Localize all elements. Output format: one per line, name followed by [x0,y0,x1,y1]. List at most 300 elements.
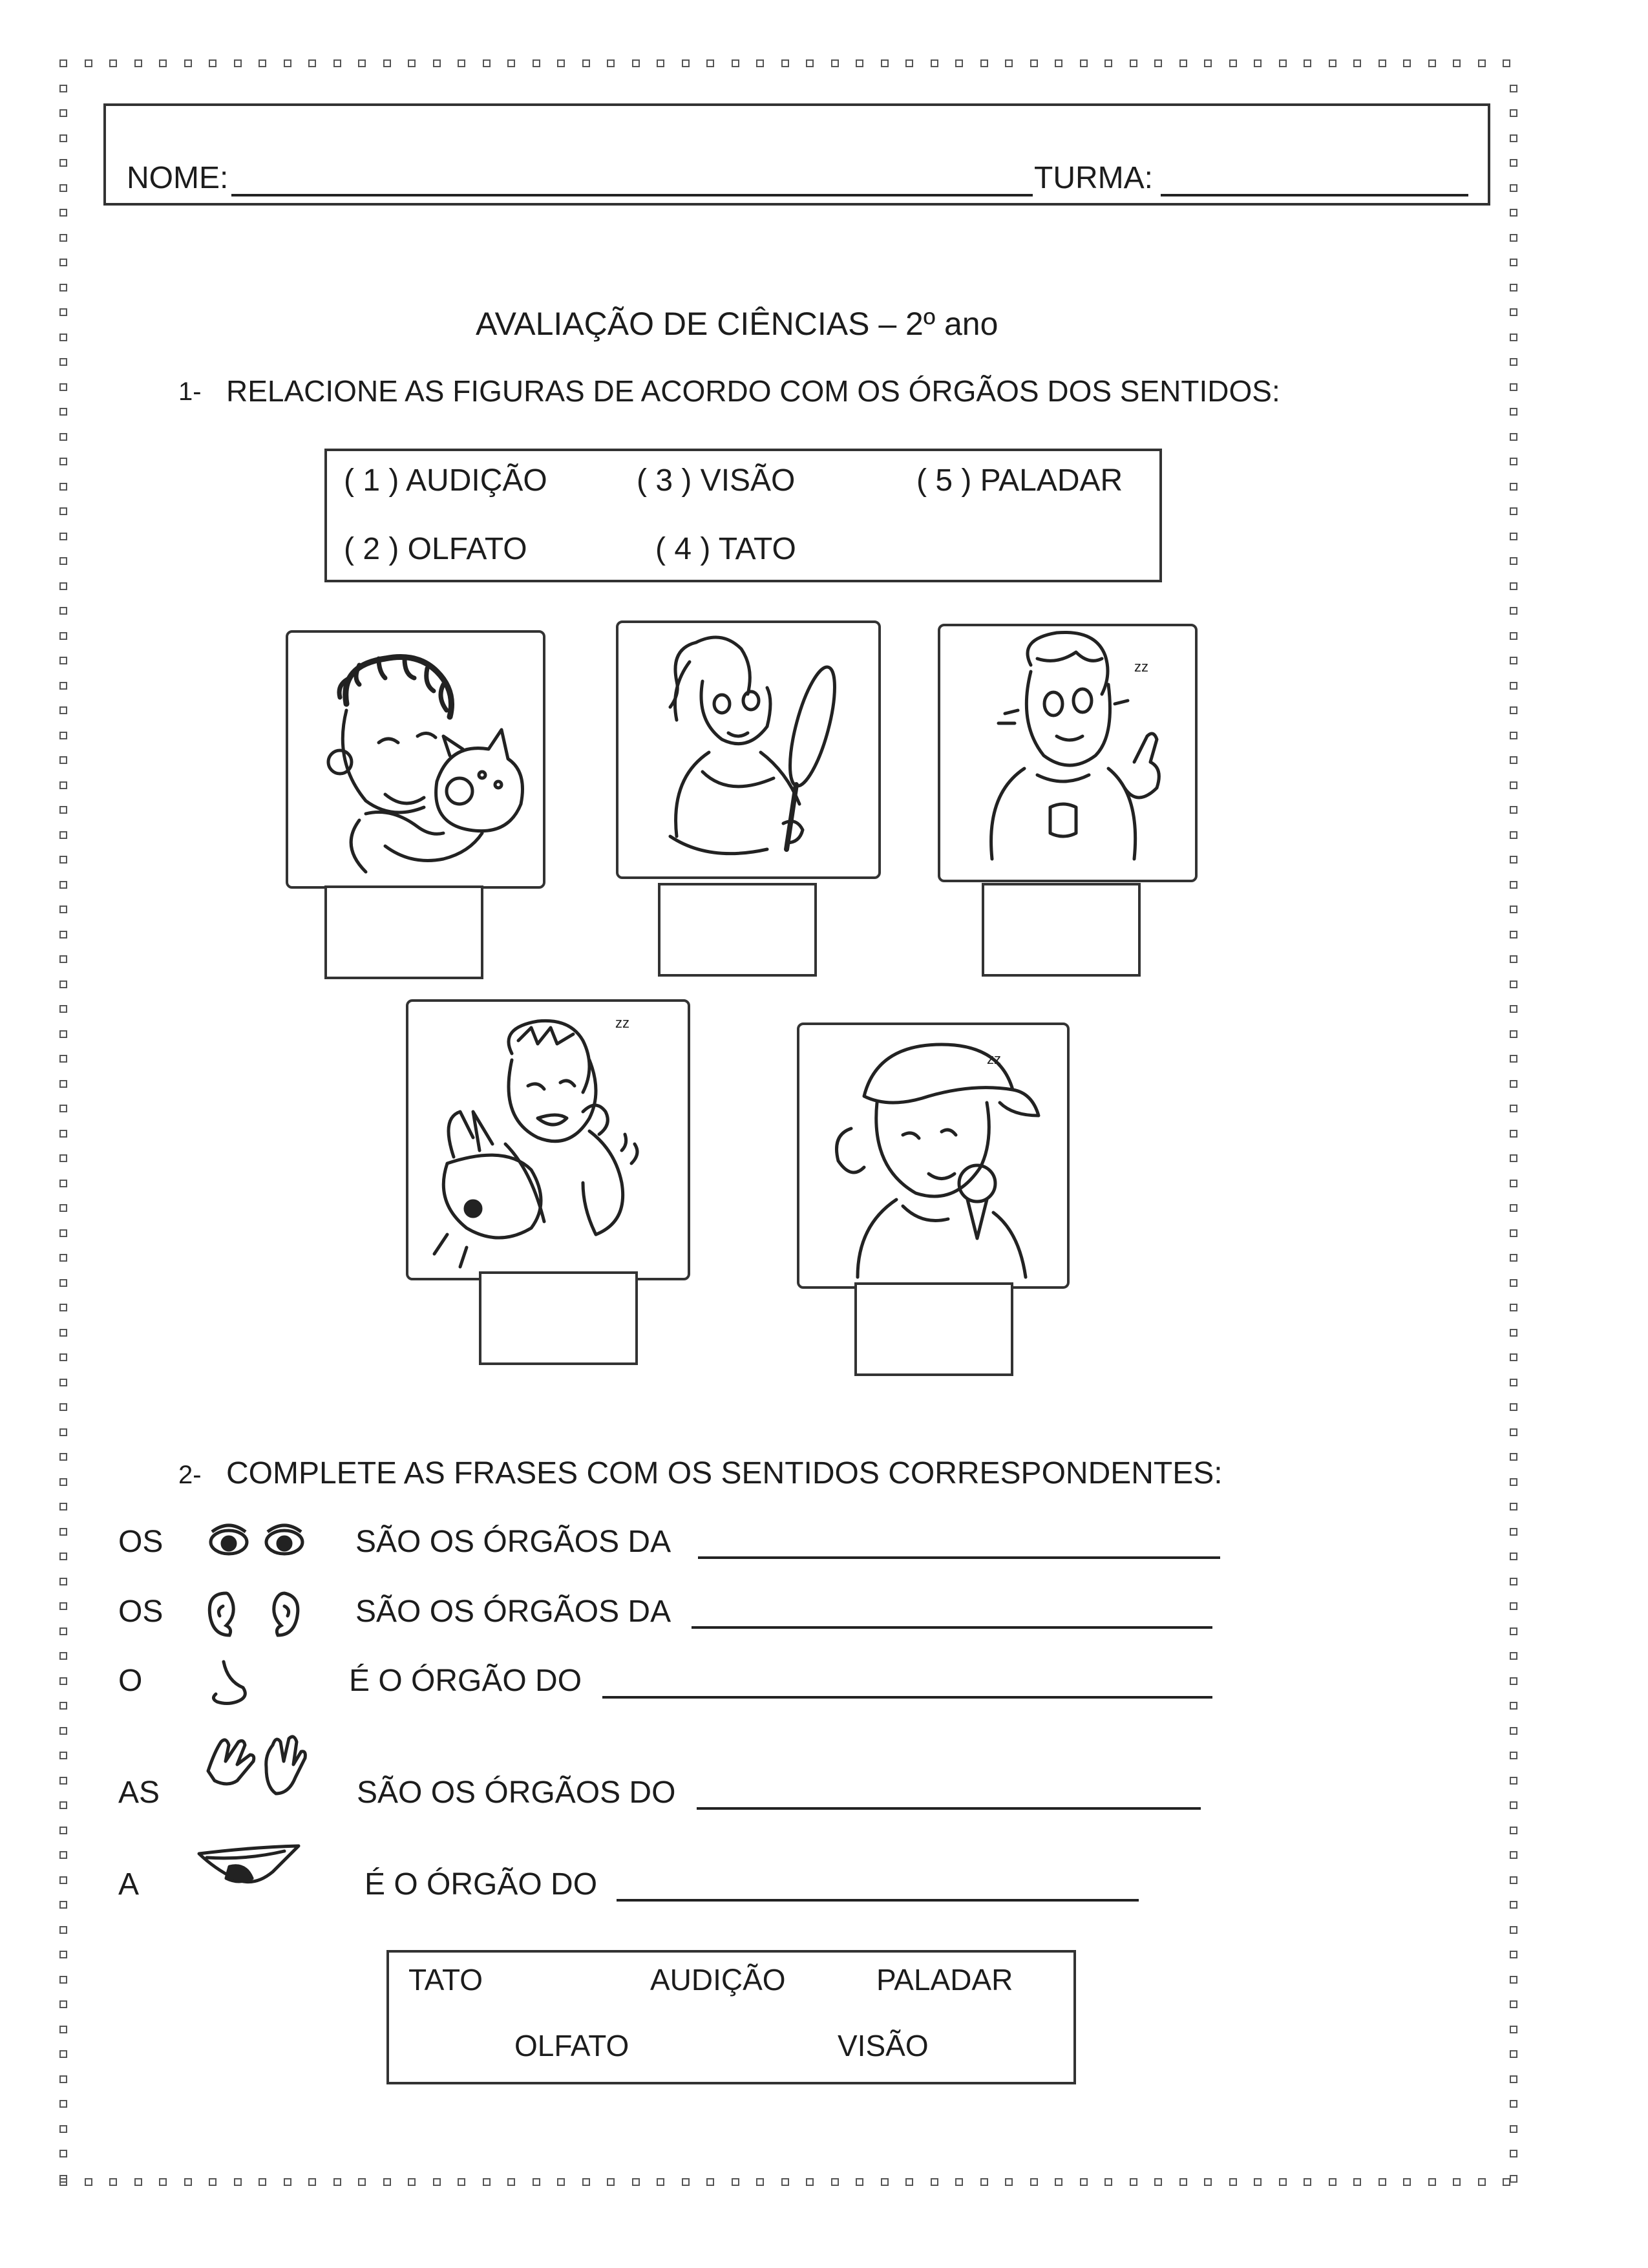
eyes-icon [206,1519,309,1564]
border-square [881,59,889,67]
border-square [59,1080,67,1088]
border-square [59,1851,67,1859]
border-square [1510,1777,1517,1785]
name-field[interactable] [231,194,1033,196]
border-square [1055,2178,1062,2186]
border-square [582,59,590,67]
border-square [1510,308,1517,316]
svg-text:zz: zz [1134,659,1148,675]
border-square [59,1528,67,1536]
border-square [1510,781,1517,789]
border-square [1329,59,1336,67]
border-square [408,59,416,67]
border-square [1510,184,1517,192]
border-square [59,557,67,565]
border-square [507,2178,515,2186]
border-square [607,59,615,67]
hands-icon [202,1732,312,1803]
border-square [259,2178,266,2186]
border-square [1510,1503,1517,1510]
border-square [806,2178,814,2186]
class-field[interactable] [1161,194,1468,196]
border-square [59,1453,67,1461]
border-square [1510,856,1517,864]
border-square [59,1801,67,1809]
border-square [59,209,67,217]
border-square [59,1926,67,1934]
border-square [1510,756,1517,764]
border-square [1510,507,1517,515]
border-square [1510,931,1517,938]
border-square [59,1652,67,1660]
border-square [1510,682,1517,690]
legend-option-vision: ( 3 ) VISÃO [637,463,796,498]
border-square [1080,2178,1088,2186]
border-square [1428,59,1436,67]
border-square [134,2178,142,2186]
border-square [333,59,341,67]
answer-box-5[interactable] [854,1282,1013,1376]
border-square [59,234,67,242]
border-square [85,59,92,67]
border-square [59,657,67,664]
border-square [59,831,67,839]
border-square [1510,1702,1517,1710]
sentence-2-article: OS [118,1595,164,1629]
border-square [59,458,67,465]
border-square [59,756,67,764]
border-square [706,2178,714,2186]
border-square [1510,2026,1517,2033]
border-square [955,2178,963,2186]
border-square [59,1304,67,1311]
border-square [1204,59,1212,67]
border-square [1510,259,1517,266]
border-square [1229,2178,1237,2186]
border-square [59,2100,67,2108]
border-square [607,2178,615,2186]
boy-listening-icon [940,626,1195,880]
border-square [308,59,316,67]
ears-icon [200,1587,304,1638]
border-square [59,1602,67,1610]
border-square [1510,582,1517,590]
border-square [59,159,67,167]
border-square [905,2178,913,2186]
border-square [1510,109,1517,117]
svg-text:zz: zz [615,1015,629,1031]
border-square [1379,59,1386,67]
border-square [1329,2178,1336,2186]
svg-text:zz: zz [987,1051,1001,1067]
border-square [1104,59,1112,67]
border-square [732,2178,739,2186]
border-square [1510,358,1517,366]
border-square [1510,1329,1517,1337]
border-square [1510,1652,1517,1660]
border-square [657,2178,664,2186]
border-square [59,533,67,540]
border-square [59,1329,67,1337]
border-square [1510,657,1517,664]
border-square [59,1553,67,1560]
border-square [1154,59,1162,67]
border-square [931,2178,938,2186]
border-square [1254,59,1262,67]
border-square [1510,1204,1517,1212]
border-square [557,2178,565,2186]
border-square [59,109,67,117]
border-square [1510,607,1517,615]
border-square [1510,2075,1517,2083]
border-square [1510,1254,1517,1262]
border-square [1304,2178,1311,2186]
border-square [1179,59,1187,67]
border-square [209,59,217,67]
border-square [1510,1279,1517,1287]
border-square [1510,433,1517,441]
border-square [59,1130,67,1138]
border-square [59,59,67,67]
border-square [756,59,764,67]
border-square [1510,408,1517,416]
border-square [1104,2178,1112,2186]
sentence-2-answer-line[interactable] [692,1626,1212,1629]
border-square [1510,334,1517,341]
border-square [458,59,465,67]
border-square [259,59,266,67]
answer-box-4[interactable] [479,1271,638,1365]
border-square [1279,59,1287,67]
border-square [1510,1105,1517,1112]
border-square [59,2175,67,2183]
sentence-3-article: O [118,1664,143,1698]
border-square [856,2178,863,2186]
border-square [1510,1876,1517,1884]
border-square [657,59,664,67]
border-square [781,59,789,67]
border-square [1510,1801,1517,1809]
answer-box-1[interactable] [324,885,483,979]
sentence-3-answer-line[interactable] [602,1696,1212,1699]
question-1-number: 1- [178,377,202,406]
border-square [1510,383,1517,391]
border-square [1510,1130,1517,1138]
border-square [1353,59,1361,67]
border-square [1510,557,1517,565]
border-square [1510,1304,1517,1311]
border-square [59,2050,67,2058]
border-square [433,2178,441,2186]
sentence-5-answer-line[interactable] [617,1899,1139,1902]
border-square [1510,85,1517,92]
border-square [358,59,366,67]
word-bank-hearing: AUDIÇÃO [650,1963,786,1997]
border-square [59,1951,67,1958]
word-bank-touch: TATO [408,1963,483,1997]
border-square [159,59,167,67]
border-square [831,2178,839,2186]
border-square [59,582,67,590]
border-square [358,2178,366,2186]
picture-2 [616,620,881,879]
border-square [284,2178,291,2186]
border-square [184,2178,192,2186]
border-square [1510,1627,1517,1635]
border-square [408,2178,416,2186]
border-square [59,955,67,963]
border-square [1510,284,1517,291]
border-square [1510,1055,1517,1063]
border-square [1478,2178,1486,2186]
border-square [1510,1478,1517,1486]
border-square [1510,1353,1517,1361]
border-square [234,2178,242,2186]
sentence-1-article: OS [118,1525,164,1559]
border-square [59,1976,67,1984]
border-square [1179,2178,1187,2186]
border-square [59,1403,67,1411]
border-square [59,358,67,366]
border-square [1510,2050,1517,2058]
border-square [134,59,142,67]
border-square [1510,1553,1517,1560]
border-square [1510,1752,1517,1759]
legend-option-touch: ( 4 ) TATO [655,532,796,566]
border-square [59,732,67,739]
border-square [980,59,988,67]
border-square [1510,1403,1517,1411]
border-square [59,2026,67,2033]
border-square [59,134,67,142]
border-square [1254,2178,1262,2186]
border-square [1510,1379,1517,1386]
border-square [59,1752,67,1759]
border-square [1510,1727,1517,1735]
border-square [59,2125,67,2133]
border-square [881,2178,889,2186]
sentence-5-text: É O ÓRGÃO DO [364,1867,598,1902]
name-label: NOME: [127,161,229,195]
sentence-1-answer-line[interactable] [698,1556,1220,1559]
border-square [59,906,67,913]
border-square [458,2178,465,2186]
border-square [59,1030,67,1038]
boy-eating-ice-cream-icon [799,1025,1067,1286]
sentence-2-text: SÃO OS ÓRGÃOS DA [355,1595,671,1629]
border-square [632,59,640,67]
border-square [706,59,714,67]
border-square [1510,632,1517,640]
border-square [1510,2175,1517,2183]
word-bank-smell: OLFATO [514,2029,629,2062]
border-square [1005,2178,1013,2186]
border-square [383,59,391,67]
border-square [1204,2178,1212,2186]
border-square [1510,1453,1517,1461]
border-square [507,59,515,67]
border-square [483,59,491,67]
border-square [905,59,913,67]
border-square [59,1353,67,1361]
border-square [59,334,67,341]
border-square [1453,2178,1461,2186]
border-square [59,184,67,192]
border-square [1030,59,1038,67]
class-label: TURMA: [1034,161,1153,195]
border-square [59,607,67,615]
answer-box-2[interactable] [658,883,817,977]
border-square [59,1154,67,1162]
border-square [856,59,863,67]
border-square [59,781,67,789]
child-hugging-cat-icon [288,633,543,886]
border-square [1510,1851,1517,1859]
border-square [1510,458,1517,465]
border-square [1428,2178,1436,2186]
border-square [1503,59,1510,67]
word-bank-taste: PALADAR [876,1963,1013,1997]
answer-box-3[interactable] [982,883,1141,977]
border-square [533,59,540,67]
sentence-5-article: A [118,1867,140,1902]
border-square [59,1627,67,1635]
border-square [234,59,242,67]
border-square [85,2178,92,2186]
border-square [1510,2100,1517,2108]
student-info-box [103,103,1490,206]
border-square [59,259,67,266]
border-square [1304,59,1311,67]
border-square [59,85,67,92]
word-bank-vision: VISÃO [838,2029,929,2062]
border-square [781,2178,789,2186]
border-square [1510,159,1517,167]
border-square [59,383,67,391]
border-square [1510,483,1517,491]
border-square [59,682,67,690]
question-1-prompt: RELACIONE AS FIGURAS DE ACORDO COM OS ÓRGÃOS DOS SENTIDOS: [226,374,1280,408]
legend-option-smell: ( 2 ) OLFATO [344,532,527,566]
border-square [1510,2000,1517,2008]
border-square [1510,1901,1517,1909]
border-square [1510,1827,1517,1834]
girl-with-mirror-icon [618,623,878,876]
border-square [756,2178,764,2186]
question-2-prompt: COMPLETE AS FRASES COM OS SENTIDOS CORRESPONDENTES: [226,1456,1223,1490]
border-square [632,2178,640,2186]
border-square [1510,1951,1517,1958]
border-square [1030,2178,1038,2186]
picture-1 [286,630,545,889]
border-square [59,1503,67,1510]
border-square [59,507,67,515]
border-square [59,1827,67,1834]
border-square [1379,2178,1386,2186]
border-square [59,1702,67,1710]
border-square [59,1204,67,1212]
border-square [1229,59,1237,67]
border-square [1510,955,1517,963]
border-square [1510,533,1517,540]
border-square [59,1777,67,1785]
border-square [1510,1030,1517,1038]
border-square [59,308,67,316]
border-square [980,2178,988,2186]
border-square [1510,706,1517,714]
border-square [433,59,441,67]
border-square [1154,2178,1162,2186]
border-square [1510,1528,1517,1536]
border-square [59,1677,67,1685]
border-square [955,59,963,67]
border-square [1510,134,1517,142]
border-square [59,1005,67,1013]
nose-icon [206,1658,257,1710]
border-square [1055,59,1062,67]
border-square [1510,1976,1517,1984]
border-square [59,2075,67,2083]
border-square [1510,1926,1517,1934]
border-square [1510,980,1517,988]
border-square [159,2178,167,2186]
border-square [1510,209,1517,217]
border-square [59,1578,67,1585]
border-square [1510,1229,1517,1237]
border-square [59,2150,67,2157]
border-square [1510,906,1517,913]
border-square [1353,2178,1361,2186]
border-square [1403,2178,1411,2186]
border-square [109,2178,117,2186]
border-square [1510,1428,1517,1436]
border-square [483,2178,491,2186]
border-square [59,1379,67,1386]
border-square [1005,59,1013,67]
border-square [59,706,67,714]
picture-5 [797,1023,1070,1289]
border-square [59,2000,67,2008]
border-square [59,1876,67,1884]
border-square [184,59,192,67]
border-square [59,433,67,441]
border-square [59,1180,67,1187]
border-square [383,2178,391,2186]
border-square [59,1901,67,1909]
sentence-4-answer-line[interactable] [697,1807,1201,1810]
question-2-number: 2- [178,1461,202,1489]
border-square [582,2178,590,2186]
border-square [682,2178,690,2186]
page-title: AVALIAÇÃO DE CIÊNCIAS – 2º ano [476,306,998,342]
border-square [59,980,67,988]
border-square [1080,59,1088,67]
sentence-3-text: É O ÓRGÃO DO [349,1664,582,1698]
picture-3 [938,624,1198,882]
border-square [59,1254,67,1262]
border-square [1510,1578,1517,1585]
border-square [59,284,67,291]
border-square [59,1478,67,1486]
border-square [308,2178,316,2186]
sentence-4-text: SÃO OS ÓRGÃOS DO [357,1775,676,1810]
border-square [1510,1080,1517,1088]
border-square [59,806,67,814]
border-square [1453,59,1461,67]
border-square [1510,1677,1517,1685]
border-square [1510,831,1517,839]
border-square [1510,732,1517,739]
